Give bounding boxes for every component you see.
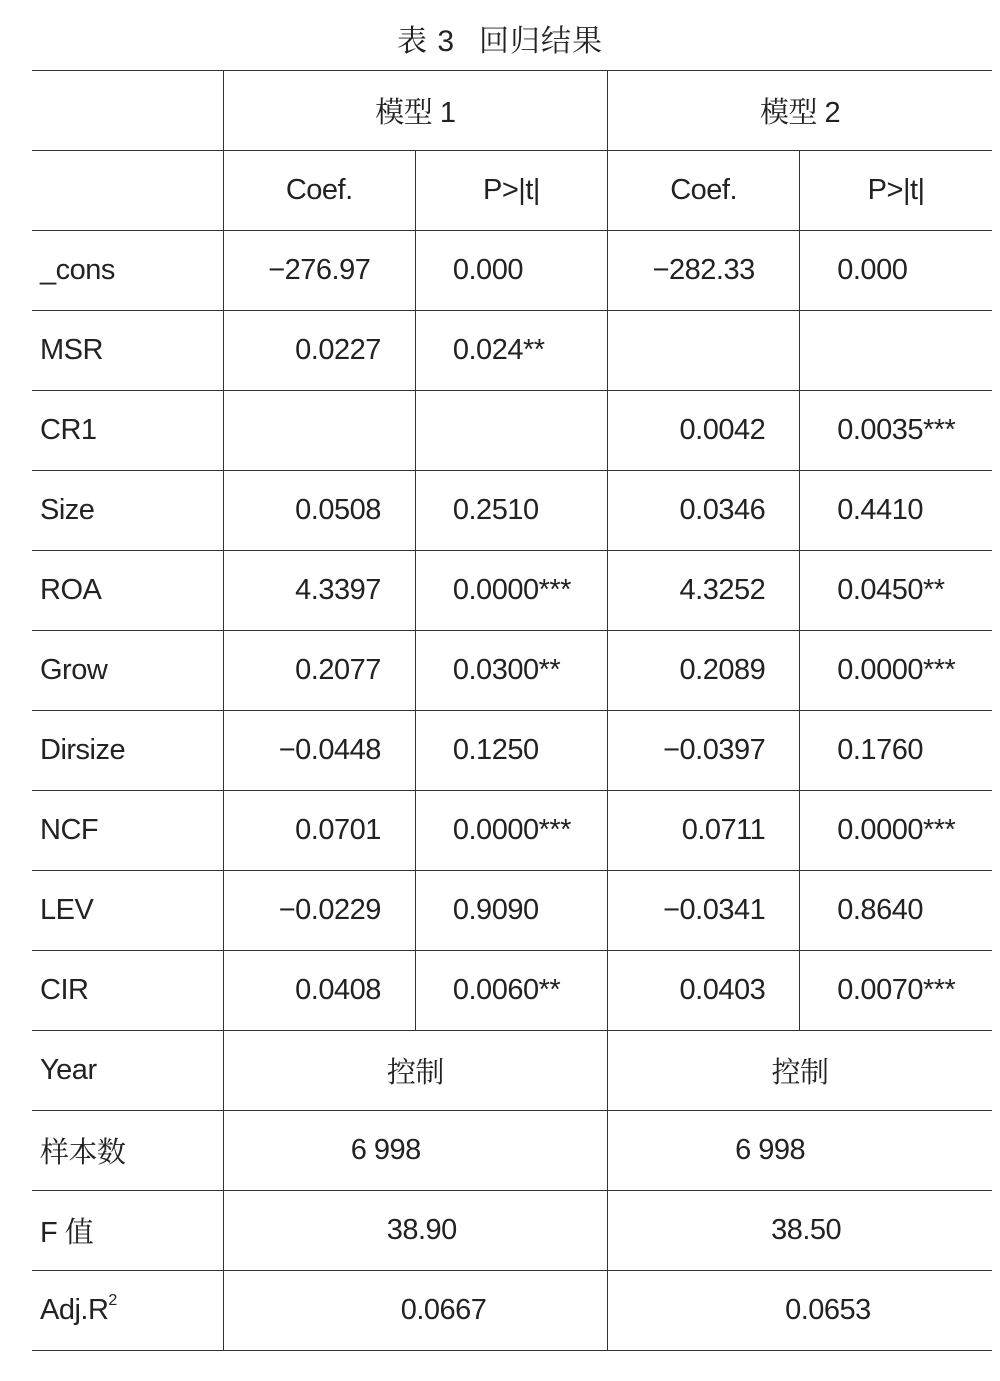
m2-pval: 0.000 [800, 231, 992, 311]
column-header-row [32, 151, 992, 231]
variable-name: CR1 [32, 391, 223, 471]
m1-pval: 0.1250 [415, 711, 607, 791]
m1-coef: 0.0701 [223, 791, 415, 871]
m2-pval: 0.0450** [800, 551, 992, 631]
m1-pval: 0.0300** [415, 631, 607, 711]
m1-coef: −0.0448 [223, 711, 415, 791]
m1-pval: 0.024** [415, 311, 607, 391]
table-row [32, 311, 992, 391]
regression-results-table [32, 70, 992, 1351]
m2-sample-size: 6 998 [608, 1111, 992, 1191]
table-row [32, 551, 992, 631]
table-row [32, 951, 992, 1031]
m1-coef: 0.0408 [223, 951, 415, 1031]
m1-pval: 0.0000*** [415, 551, 607, 631]
variable-name: 样本数 [32, 1111, 223, 1191]
table-row [32, 631, 992, 711]
m2-pval [800, 311, 992, 391]
m1-pval: 0.000 [415, 231, 607, 311]
table-number: 表 3 [396, 25, 456, 58]
m1-coef: 0.0508 [223, 471, 415, 551]
variable-name: F 值 [32, 1191, 223, 1271]
m2-adj-r2: 0.0653 [608, 1271, 992, 1351]
m1-pval-header: P>|t| [415, 151, 607, 231]
table-row [32, 871, 992, 951]
m1-coef: −276.97 [223, 231, 415, 311]
variable-name: Dirsize [32, 711, 223, 791]
m1-coef-header: Coef. [223, 151, 415, 231]
m2-coef: 0.0042 [608, 391, 800, 471]
variable-name: CIR [32, 951, 223, 1031]
m1-pval [415, 391, 607, 471]
m1-coef: 4.3397 [223, 551, 415, 631]
m2-coef: 0.0403 [608, 951, 800, 1031]
table-row [32, 711, 992, 791]
table-title: 回归结果 [479, 25, 604, 58]
m2-coef: −0.0397 [608, 711, 800, 791]
variable-name: ROA [32, 551, 223, 631]
adj-r-label: Adj.R [40, 1294, 109, 1326]
m2-pval: 0.0000*** [800, 791, 992, 871]
m2-coef: 0.0711 [608, 791, 800, 871]
variable-name: Year [32, 1031, 223, 1111]
model-header-row [32, 71, 992, 151]
m2-pval: 0.4410 [800, 471, 992, 551]
m2-f-value: 38.50 [608, 1191, 992, 1271]
m2-coef: −282.33 [608, 231, 800, 311]
m1-sample-size: 6 998 [223, 1111, 607, 1191]
variable-name: MSR [32, 311, 223, 391]
summary-row-sample-size [32, 1111, 992, 1191]
m1-pval: 0.2510 [415, 471, 607, 551]
m1-year-value: 控制 [223, 1031, 607, 1111]
m2-pval: 0.0035*** [800, 391, 992, 471]
table-row [32, 791, 992, 871]
m1-pval: 0.0060** [415, 951, 607, 1031]
m1-pval: 0.0000*** [415, 791, 607, 871]
model2-header: 模型 2 [608, 71, 992, 151]
m2-pval-header: P>|t| [800, 151, 992, 231]
table-caption [0, 16, 1000, 60]
m2-pval: 0.0000*** [800, 631, 992, 711]
m2-coef [608, 311, 800, 391]
m1-adj-r2: 0.0667 [223, 1271, 607, 1351]
m2-pval: 0.8640 [800, 871, 992, 951]
variable-name: _cons [32, 231, 223, 311]
m1-f-value: 38.90 [223, 1191, 607, 1271]
m1-pval: 0.9090 [415, 871, 607, 951]
m1-coef: −0.0229 [223, 871, 415, 951]
summary-row-adj-r2 [32, 1271, 992, 1351]
variable-name: Grow [32, 631, 223, 711]
m2-coef: 4.3252 [608, 551, 800, 631]
m2-coef: 0.2089 [608, 631, 800, 711]
table-row [32, 391, 992, 471]
summary-row-f-value [32, 1191, 992, 1271]
table-row [32, 231, 992, 311]
m1-coef: 0.2077 [223, 631, 415, 711]
variable-name: Size [32, 471, 223, 551]
corner-cell [32, 151, 223, 231]
m2-year-value: 控制 [608, 1031, 992, 1111]
model1-header: 模型 1 [223, 71, 607, 151]
m2-pval: 0.0070*** [800, 951, 992, 1031]
summary-row-year [32, 1031, 992, 1111]
m2-coef: 0.0346 [608, 471, 800, 551]
corner-cell [32, 71, 223, 151]
m1-coef: 0.0227 [223, 311, 415, 391]
table-row [32, 471, 992, 551]
adj-r-superscript: 2 [108, 1292, 117, 1309]
variable-name: NCF [32, 791, 223, 871]
m2-pval: 0.1760 [800, 711, 992, 791]
variable-name: LEV [32, 871, 223, 951]
m2-coef: −0.0341 [608, 871, 800, 951]
m2-coef-header: Coef. [608, 151, 800, 231]
m1-coef [223, 391, 415, 471]
variable-name [32, 1271, 223, 1351]
